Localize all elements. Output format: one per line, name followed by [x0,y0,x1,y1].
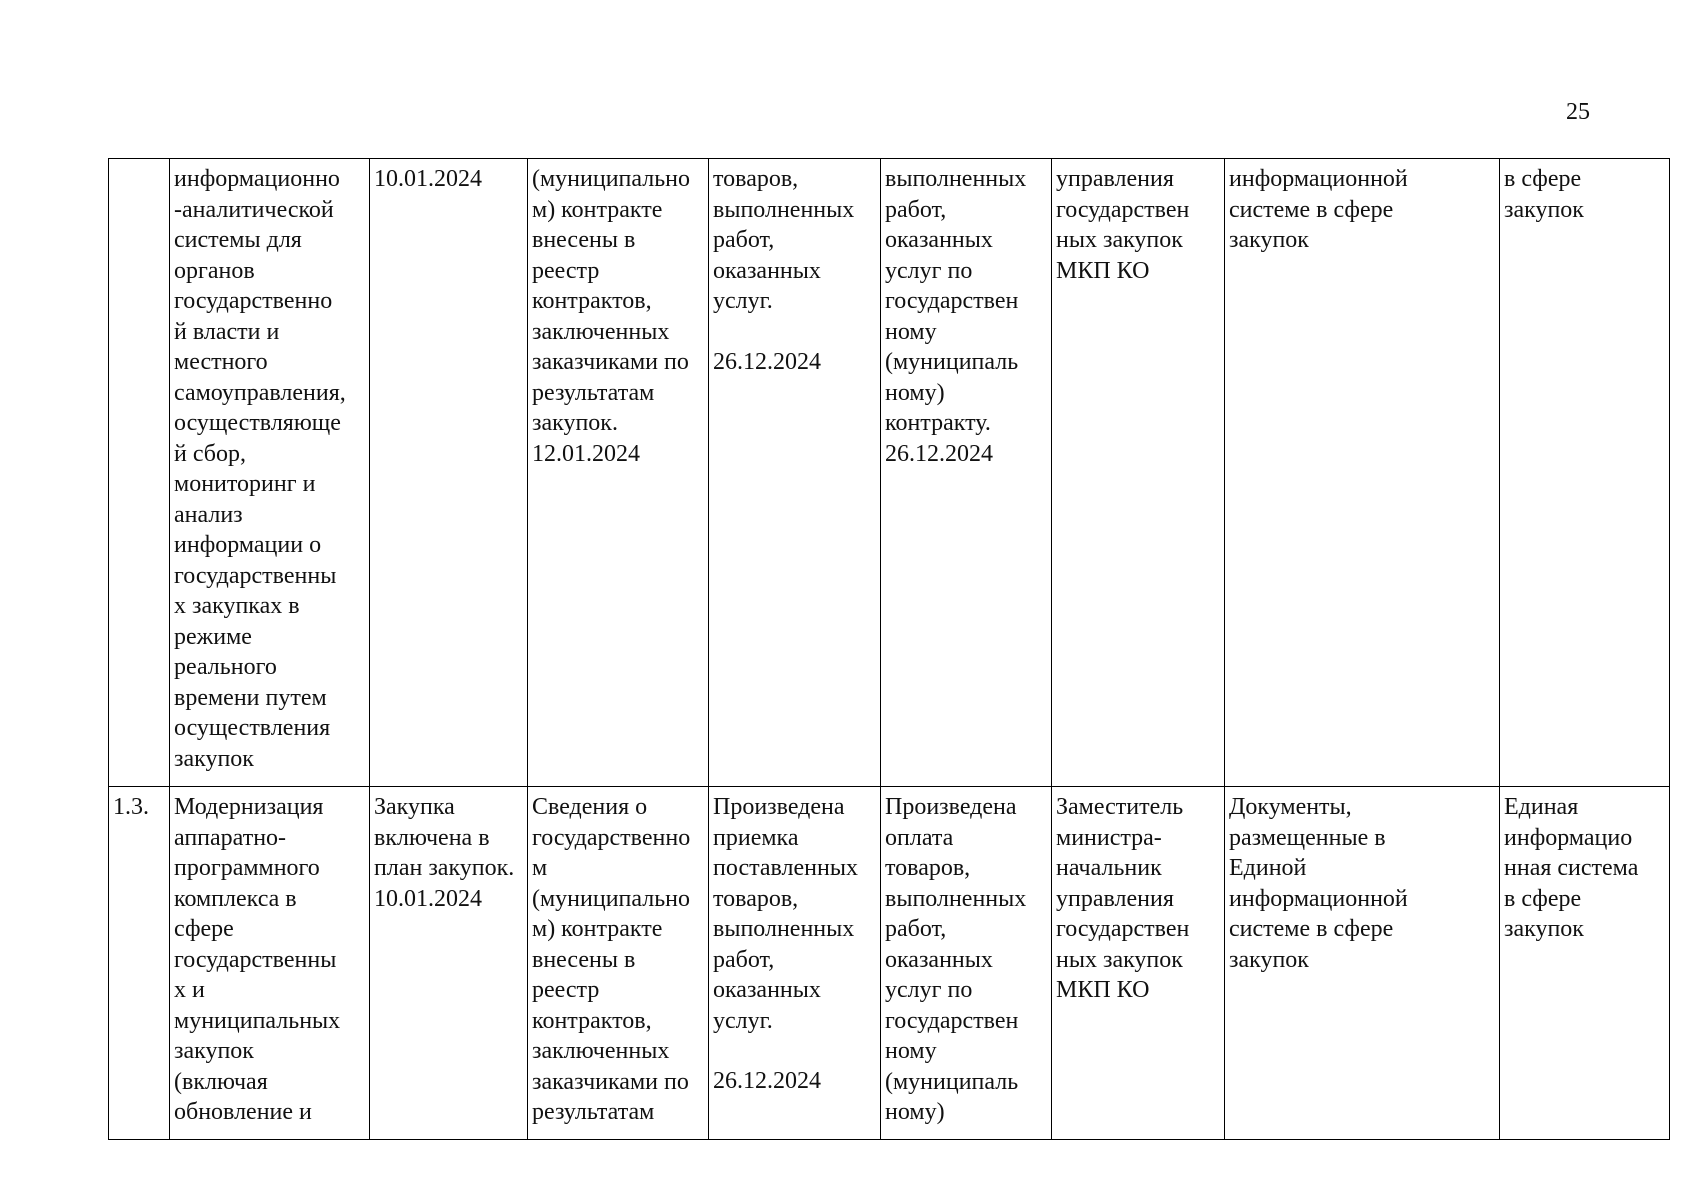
event-3-cell [881,159,1052,787]
start-cell [370,159,528,787]
system-cell [1500,159,1670,787]
responsible-text: управления государствен ных закупок МКП КО [1056,166,1190,284]
start-text: 10.01.2024 [374,166,482,192]
row-number: 1.3. [113,794,149,820]
event-2-date: 26.12.2024 [713,348,821,375]
responsible-cell [1052,787,1225,1140]
plan-table [108,158,1670,1140]
row-number-cell [109,787,170,1140]
row-number-cell [109,159,170,787]
activity-text: информационно -аналитической системы для органов государственно й власти и местного самоуправления, осуществляюще й сбор, мониторинг и анализ информации о государственны х закупках в режиме реального времени путем осуществления закупок [174,166,346,772]
event-2-cell [709,787,881,1140]
event-1-text: Сведения о государственно м (муниципально м) контракте внесены в реестр контрактов, заключенных заказчиками по результатам [532,794,691,1125]
table-row [109,787,1670,1140]
event-3-text: выполненных работ, оказанных услуг по государствен ному (муниципаль ному) контракту. 26.12.2024 [885,166,1027,467]
event-1-cell [528,787,709,1140]
activity-text: Модернизация аппаратно- программного комплекса в сфере государственны х и муниципальных закупок (включая обновление и [174,794,341,1125]
event-2-text: Произведена приемка поставленных товаров, выполненных работ, оказанных услуг. [713,794,858,1034]
event-1-cell [528,159,709,787]
event-2-date: 26.12.2024 [713,1068,821,1094]
event-3-text: Произведена оплата товаров, выполненных работ, оказанных услуг по государствен ному (муниципаль ному) [885,794,1027,1125]
document-cell [1225,787,1500,1140]
table-row [109,159,1670,787]
start-cell [370,787,528,1140]
document-text: информационной системе в сфере закупок [1229,166,1408,253]
system-cell [1500,787,1670,1140]
activity-cell [170,787,370,1140]
system-text: в сфере закупок [1504,166,1584,223]
responsible-text: Заместитель министра- начальник управления государствен ных закупок МКП КО [1056,794,1190,1003]
event-3-cell [881,787,1052,1140]
responsible-cell [1052,159,1225,787]
page-number: 25 [1566,99,1590,125]
system-text: Единая информацио нная система в сфере закупок [1504,794,1639,942]
document-cell [1225,159,1500,787]
event-2-text: товаров, выполненных работ, оказанных услуг. [713,166,855,314]
activity-cell [170,159,370,787]
event-1-text: (муниципально м) контракте внесены в реестр контрактов, заключенных заказчиками по результатам закупок. 12.01.2024 [532,166,691,467]
event-2-cell [709,159,881,787]
document-text: Документы, размещенные в Единой информационной системе в сфере закупок [1229,794,1408,973]
start-text: Закупка включена в план закупок. 10.01.2024 [374,794,515,912]
